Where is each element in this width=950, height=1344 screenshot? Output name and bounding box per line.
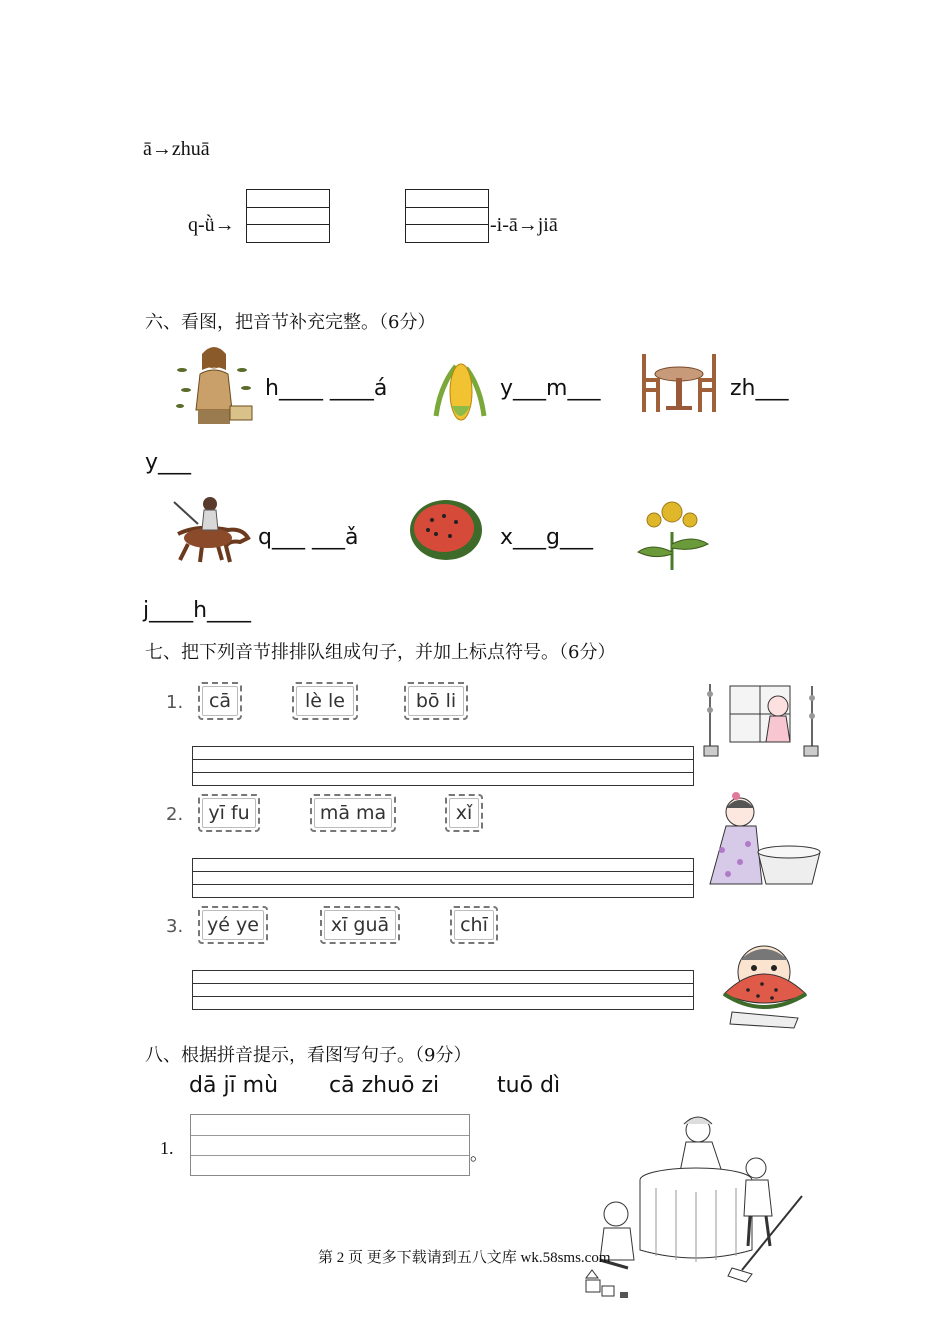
syllable-card[interactable] bbox=[310, 794, 396, 832]
syllable-card-text: yé ye bbox=[207, 914, 259, 936]
pinyin-hint-1: dā jī mù bbox=[189, 1073, 279, 1098]
syllable-card-text: bō li bbox=[415, 690, 457, 712]
chrysanthemum-picture bbox=[632, 492, 714, 572]
grandpa-watermelon-picture bbox=[718, 934, 812, 1030]
syllable-fill-3-cont[interactable]: y___ bbox=[145, 450, 192, 475]
syllable-card[interactable] bbox=[450, 906, 498, 944]
answer-box-left[interactable] bbox=[246, 189, 330, 243]
woman-tea-picture bbox=[172, 340, 256, 428]
section-7-heading: 七、把下列音节排排队组成句子，并加上标点符号。（6分） bbox=[145, 642, 616, 663]
syllable-card-text: cā bbox=[208, 690, 232, 712]
corn-picture bbox=[430, 356, 490, 428]
family-chores-picture bbox=[576, 1110, 810, 1310]
item-number: 2. bbox=[166, 804, 184, 825]
syllable-card-text: yī fu bbox=[208, 802, 250, 824]
syllable-card[interactable] bbox=[320, 906, 400, 944]
syllable-fill-1[interactable]: h____ ____á bbox=[265, 376, 388, 401]
pinyin-hint-3: tuō dì bbox=[497, 1073, 561, 1098]
pinyin-prefix-qu: q-ǜ→ bbox=[188, 214, 235, 236]
syllable-card[interactable] bbox=[198, 682, 242, 720]
syllable-fill-2[interactable]: y___m___ bbox=[500, 376, 601, 401]
syllable-card[interactable] bbox=[292, 682, 358, 720]
syllable-card-text: chī bbox=[460, 914, 488, 936]
table-chairs-picture bbox=[638, 350, 720, 416]
writing-lines-3[interactable] bbox=[192, 970, 694, 1010]
syllable-card[interactable] bbox=[404, 682, 468, 720]
pinyin-suffix-jia: -i-ā→jiā bbox=[490, 214, 558, 236]
mother-washing-picture bbox=[700, 790, 824, 890]
syllable-fill-5[interactable]: x___g___ bbox=[500, 525, 593, 550]
item-number: 1. bbox=[166, 692, 184, 713]
section-8-heading: 八、根据拼音提示，看图写句子。（9分） bbox=[145, 1045, 472, 1066]
sentence-number: 1. bbox=[160, 1138, 174, 1158]
syllable-card-text: xǐ bbox=[455, 802, 473, 824]
sentence-end-mark: 。 bbox=[470, 1144, 488, 1164]
writing-lines-1[interactable] bbox=[192, 746, 694, 786]
girl-window-picture bbox=[700, 680, 824, 760]
item-number: 3. bbox=[166, 916, 184, 937]
horse-rider-picture bbox=[168, 494, 252, 566]
syllable-card-text: mā ma bbox=[319, 802, 387, 824]
section-6-heading: 六、看图，把音节补充完整。（6分） bbox=[145, 312, 436, 333]
syllable-card[interactable] bbox=[198, 906, 268, 944]
page-footer: 第 2 页 更多下载请到五八文库 wk.58sms.com bbox=[318, 1250, 611, 1266]
syllable-fill-3[interactable]: zh___ bbox=[730, 376, 789, 401]
syllable-card-text: xī guā bbox=[330, 914, 390, 936]
sentence-writing-lines[interactable] bbox=[190, 1114, 470, 1176]
syllable-fill-6[interactable]: j____h____ bbox=[143, 598, 252, 623]
pinyin-line-zhua: ā→zhuā bbox=[143, 138, 210, 160]
watermelon-picture bbox=[406, 494, 486, 564]
syllable-fill-4[interactable]: q___ ___ǎ bbox=[258, 525, 359, 550]
syllable-card[interactable] bbox=[198, 794, 260, 832]
syllable-card-text: lè le bbox=[305, 690, 345, 712]
answer-box-right[interactable] bbox=[405, 189, 489, 243]
syllable-card[interactable] bbox=[445, 794, 483, 832]
writing-lines-2[interactable] bbox=[192, 858, 694, 898]
pinyin-hint-2: cā zhuō zi bbox=[329, 1073, 440, 1098]
